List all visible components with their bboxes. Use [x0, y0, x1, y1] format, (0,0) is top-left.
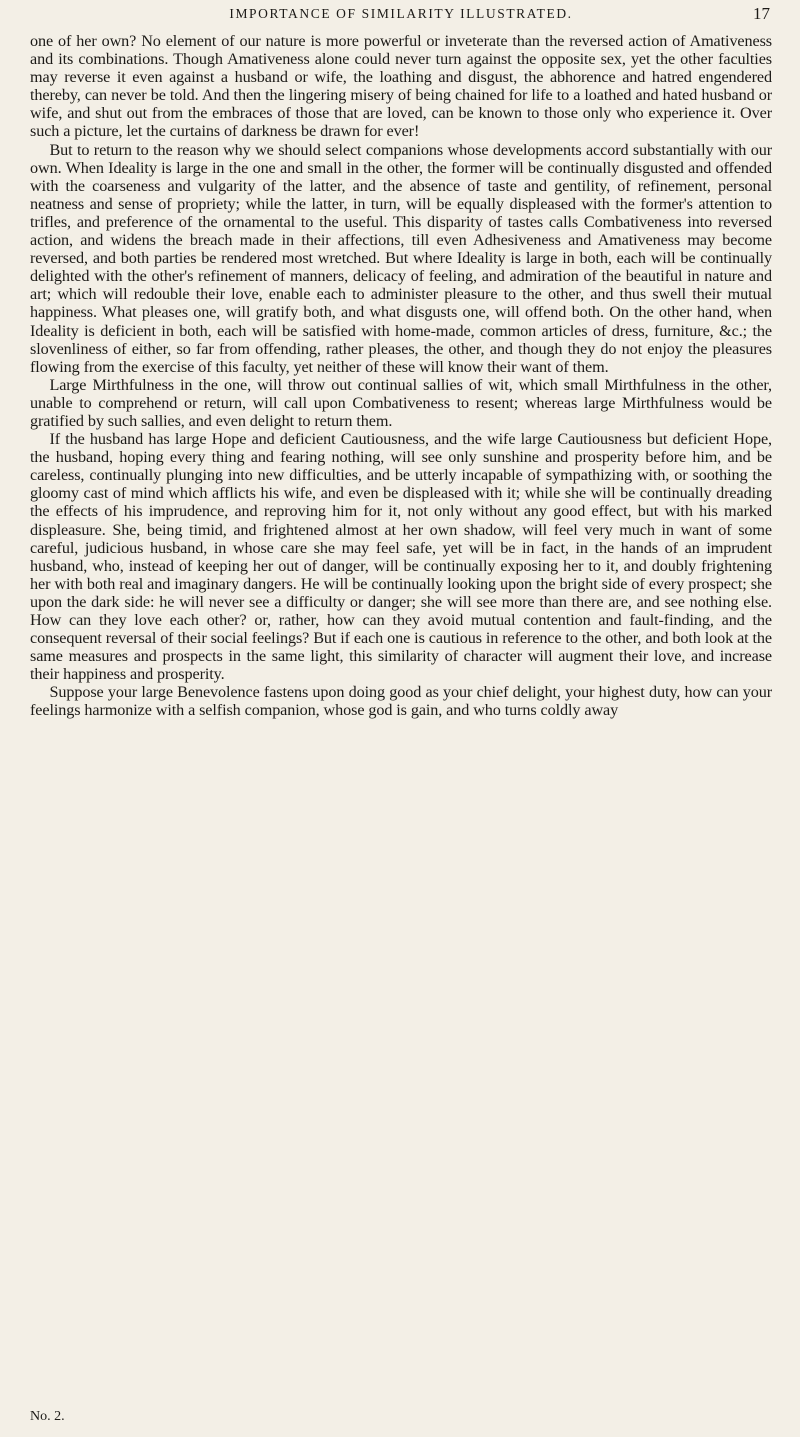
paragraph: If the husband has large Hope and deficient Cautiousness, and the wife large Cautiousness but deficient Hope, the husband, hoping every thing and fearing nothing, will see only sunshine and prosperity before him, and be careless, continually plunging into new difficulties, and be utterly incapable of sympathizing with, or soothing the gloomy cast of mind which afflicts his wife, and even be displeased with it; while she will be continually dreading the effects of his imprudence, and reproving him for it, not only without any good effect, but with his marked displeasure. She, being timid, and frightened almost at her own shadow, will feel very much in want of some careful, judicious husband, in whose care she may feel safe, yet will be in fact, in the hands of an imprudent husband, who, instead of keeping her out of danger, will be continually exposing her to it, and doubly frightening her with both real and imaginary dangers. He will be continually looking upon the bright side of every prospect; she upon the dark side: he will never see a difficulty or danger; she will see more than there are, and see nothing else. How can they love each other? or, rather, how can they avoid mutual contention and fault-finding, and the consequent reversal of their social feelings? But if each one is cautious in reference to the other, and both look at the same measures and prospects in the same light, this similarity of character will augment their love, and increase their happiness and prosperity.	[30, 430, 772, 684]
signature-mark: No. 2.	[30, 1409, 65, 1424]
book-page	[0, 2, 800, 1437]
page-number: 17	[753, 4, 770, 23]
paragraph: one of her own? No element of our nature is more powerful or inveterate than the reversed action of Amativeness and its combinations. Though Amativeness alone could never turn against the opposite sex, yet the other faculties may reverse it even against a husband or wife, the loathing and disgust, the abhorence and hatred engendered thereby, can never be told. And then the lingering misery of being chained for life to a loathed and hated husband or wife, and shut out from the embraces of those that are loved, can be known to those only who experience it. Over such a picture, let the curtains of darkness be drawn for ever!	[30, 32, 772, 141]
paragraph: Large Mirthfulness in the one, will throw out continual sallies of wit, which small Mirthfulness in the other, unable to comprehend or return, will call upon Combativeness to resent; whereas large Mirthfulness would be gratified by such sallies, and even delight to return them.	[30, 375, 772, 430]
running-title: IMPORTANCE OF SIMILARITY ILLUSTRATED.	[229, 6, 573, 21]
body-text	[30, 32, 772, 720]
paragraph: But to return to the reason why we should select companions whose developments accord substantially with our own. When Ideality is large in the one and small in the other, the former will be continually disgusted and offended with the coarseness and vulgarity of the latter, and the absence of taste and gentility, of refinement, personal neatness and sense of propriety; while the latter, in turn, will be equally displeased with the former's attention to trifles, and preference of the ornamental to the useful. This disparity of tastes calls Combativeness into reversed action, and widens the breach made in their affections, till even Adhesiveness and Amativeness may become reversed, and both parties be rendered most wretched. But where Ideality is large in both, each will be continually delighted with the other's refinement of manners, delicacy of feeling, and admiration of the beautiful in nature and art; which will redouble their love, enable each to administer pleasure to the other, and thus swell their mutual happiness. What pleases one, will gratify both, and what disgusts one, will offend both. On the other hand, when Ideality is deficient in both, each will be satisfied with home-made, common articles of dress, furniture, &c.; the slovenliness of either, so far from offending, rather pleases, the other, and though they do not enjoy the pleasures flowing from the exercise of this faculty, yet neither of these will know their want of them.	[30, 140, 772, 376]
running-head	[30, 2, 772, 32]
paragraph: Suppose your large Benevolence fastens upon doing good as your chief delight, your highest duty, how can your feelings harmonize with a selfish companion, whose god is gain, and who turns coldly away	[30, 683, 772, 720]
